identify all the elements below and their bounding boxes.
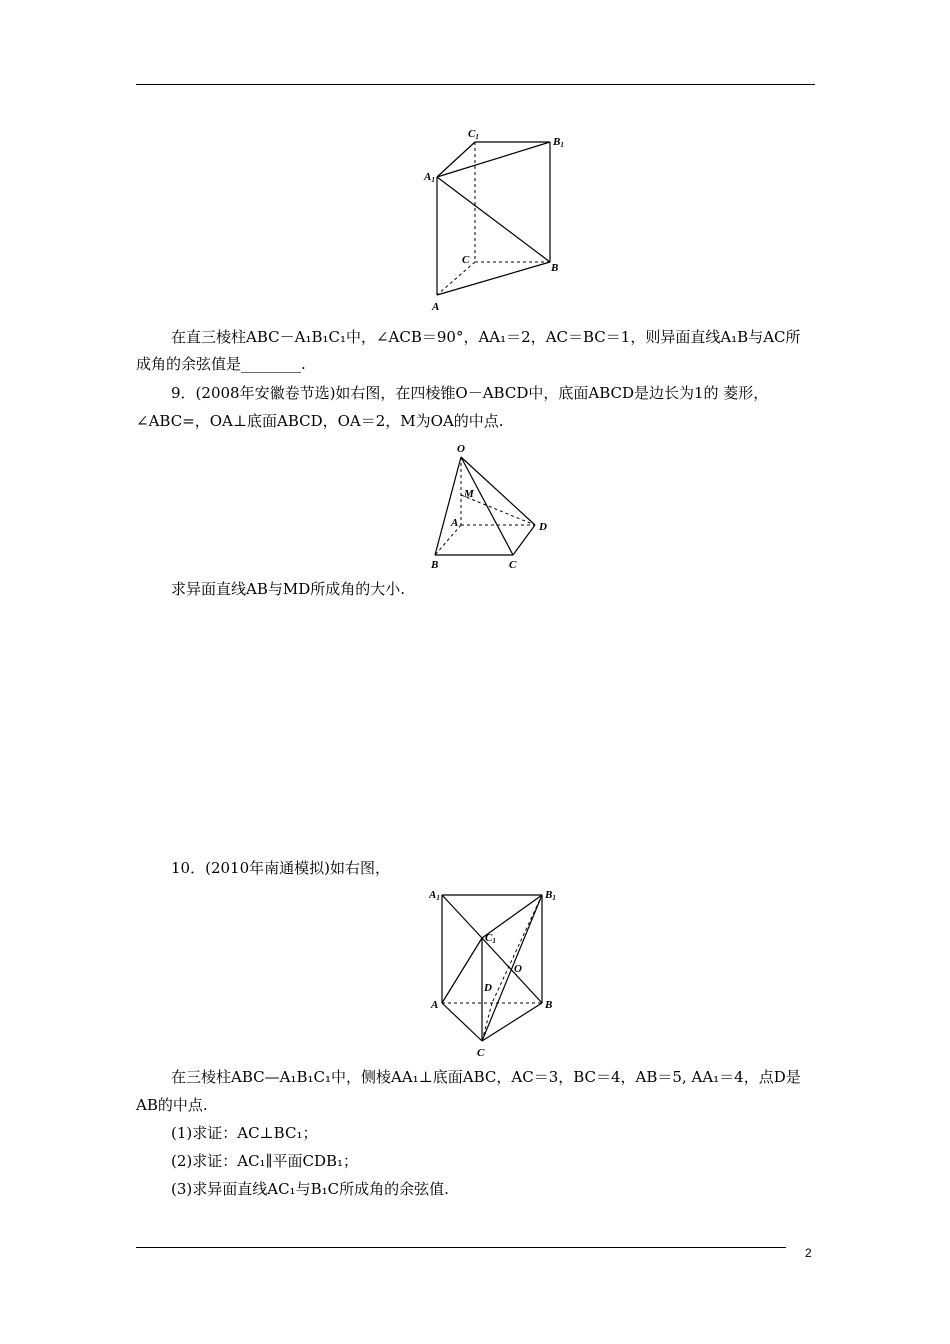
problem10-header: 10．(2010年南通模拟)如右图，: [171, 859, 390, 877]
label-B: B: [551, 262, 559, 274]
label-D: D: [484, 982, 492, 994]
figure-prism-10: [425, 883, 570, 1063]
label-A: A: [432, 301, 440, 313]
figure-prism-8: [415, 125, 575, 320]
label-C1: C1: [485, 932, 496, 945]
label-C1: C1: [468, 128, 479, 141]
problem10-part2: (2)求证：AC₁∥平面CDB₁；: [171, 1152, 359, 1170]
label-B: B: [545, 999, 553, 1011]
footer-rule: [136, 1247, 786, 1248]
problem10-part1: (1)求证：AC⊥BC₁；: [171, 1124, 318, 1142]
problem10-part3: (3)求异面直线AC₁与B₁C所成角的余弦值.: [171, 1180, 449, 1198]
label-B1: B1: [545, 889, 556, 902]
problem10-line1: 在三棱柱ABC—A₁B₁C₁中，侧棱AA₁⊥底面ABC，AC＝3，BC＝4，AB＝5, AA₁＝4，点D是: [171, 1068, 801, 1086]
label-C: C: [477, 1047, 485, 1059]
label-B1: B1: [553, 136, 564, 149]
label-C: C: [509, 559, 517, 571]
label-A: A: [431, 999, 439, 1011]
problem9-question: 求异面直线AB与MD所成角的大小.: [171, 580, 406, 598]
label-D: D: [539, 521, 547, 533]
label-A: A: [451, 517, 459, 529]
problem10-line2: AB的中点.: [136, 1096, 208, 1114]
label-A1: A1: [424, 171, 435, 184]
problem8-line2: 成角的余弦值是________.: [136, 355, 306, 373]
page-number: 2: [805, 1246, 812, 1260]
figure-pyramid-9: [425, 440, 555, 572]
label-O: O: [457, 443, 465, 455]
label-M: M: [464, 488, 474, 500]
header-rule: [136, 84, 815, 85]
problem8-line1: 在直三棱柱ABC－A₁B₁C₁中，∠ACB＝90°，AA₁＝2，AC＝BC＝1，则异面直线A₁B与AC所: [171, 328, 801, 346]
label-O: O: [514, 963, 522, 975]
problem9-line1: 9．(2008年安徽卷节选)如右图，在四棱锥O－ABCD中，底面ABCD是边长为1的 菱形，: [171, 384, 769, 402]
label-B: B: [431, 559, 439, 571]
problem9-line2: ∠ABC=，OA⊥底面ABCD，OA＝2，M为OA的中点.: [136, 412, 504, 430]
label-A1: A1: [429, 889, 440, 902]
label-C: C: [462, 254, 470, 266]
